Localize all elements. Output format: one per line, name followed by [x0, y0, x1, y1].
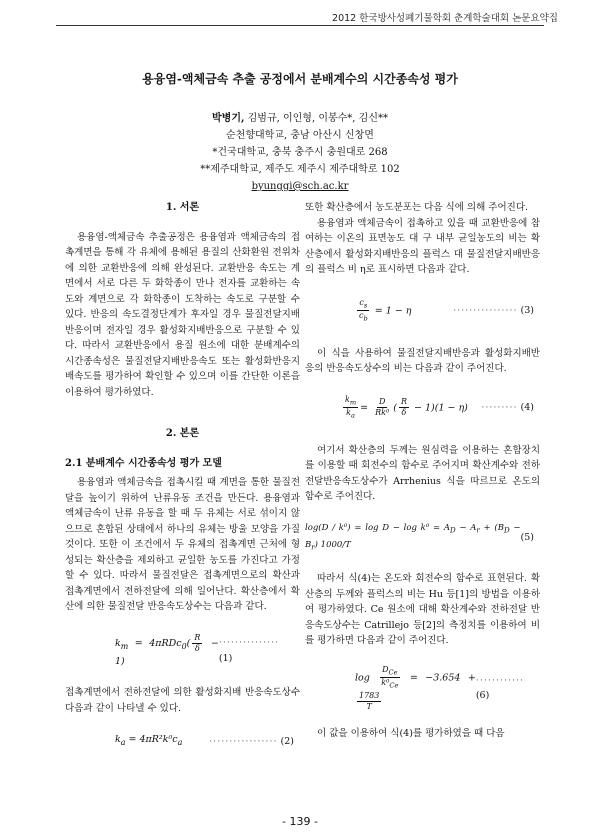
eq4-frac-den: Rk⁰	[375, 408, 390, 418]
eq1-tail: − 1	[115, 637, 219, 667]
equation-4-body: $\frac{k_m}{k_a}$ = $\frac{D}{\text{Rk⁰}}$ ( $\frac{R}{\delta}$ − 1)(1 − η)	[345, 394, 468, 420]
eq5-text: log(D / k⁰) = log D − log k⁰ = A	[305, 522, 450, 533]
eq5-sub2: r	[476, 525, 480, 535]
eq6-frac-den: k⁰	[381, 678, 390, 688]
eq2-rhs: = 4πR²k⁰c	[125, 734, 178, 746]
right-paragraph-2: 용융염과 액체금속이 접촉하고 있을 때 교환반응에 참여하는 이온의 표면농도 대 구 내부 균일농도의 비는 확산층에서 활성화지배반응의 플럭스 대 물질전달지배반응의 플럭스 비 η로 표시하면 다음과 같다.	[305, 217, 540, 275]
author-coauthors: 김범규, 이인형, 이봉수*, 김신**	[244, 113, 388, 124]
eq4-paren-num: R	[400, 397, 407, 407]
eq3-num-sub: s	[363, 301, 368, 310]
eq4-fraction	[373, 397, 391, 418]
eq2-lhs: k	[115, 734, 121, 746]
left-column	[65, 200, 300, 751]
equation-3-number: (3)	[520, 304, 534, 316]
right-paragraph-3: 이 식을 사용하여 물질전달지배반응과 활성화지배반응의 반응속도상수의 비는 다음과 같이 주어진다.	[305, 347, 540, 375]
eq3-rhs: = 1 − η	[371, 305, 412, 317]
eq4-frac-num: D	[378, 397, 386, 407]
equation-3: $\frac{c_s}{c_b}$ = 1 − η ················ (3)	[305, 298, 540, 324]
author-names	[100, 110, 500, 127]
introduction-paragraph: 용융염-액체금속 추출공정은 용융염과 액체금속의 접촉계면을 통해 각 유체에 용해된 용질의 산화환원 전위차에 의한 교환반응에 의해 완성된다. 교환반응 속도는 계면에서 서로 다른 두 화학종이 만나 전자를 교환하는 속도와 계면으로 각 화학종이 도착하는 속도로 구분할 수 있다. 반응의 속도결정단계가 후자일 경우 물질전달지배반응이며 전자일 경우 활성화지배반응으로 구분할 수 있다. 따라서 교환반응에서 용질 원소에 대한 분배계수의 시간종속성은 물질전달지배반응속도 또는 활성화반응지배속도를 평가하여 확인할 수 있으며 이를 간단한 이론을 이용하여 평가하였다.	[65, 231, 300, 398]
paper-title: 용융염-액체금속 추출 공정에서 분배계수의 시간종속성 평가	[142, 72, 458, 86]
eq1-lhs: k	[115, 637, 121, 649]
section-2-heading: 2. 본론	[165, 428, 200, 439]
eq6-frac2-den: T	[366, 701, 372, 711]
eq1-frac-den: δ	[194, 643, 200, 653]
affiliation-1: 순천향대학교, 충남 아산시 신창면	[226, 130, 374, 141]
eq5-tail3: ) 1000/T	[314, 540, 351, 551]
equation-6: log $\frac{D_{Ce}}{k^0_{Ce}}$ = −3.654 + $\frac{1783}{T}$ ············ (6)	[355, 664, 525, 711]
right-paragraph-5: 따라서 식(4)는 온도와 회전수의 함수로 표현된다. 확산층의 두께와 플럭스의 비는 Hu 등[1]의 방법을 이용하여 평가하였다. Ce 원소에 대해 확산계수와 전하전달 반응속도상수는 Catrillejo 등[2]의 측정치를 이용하여 비를 평가하면 다음과 같이 주어진다.	[305, 573, 540, 647]
eq4-paren-den: δ	[401, 408, 407, 418]
eq5-sub1: D	[449, 525, 456, 535]
eq1-lhs-sub: m	[120, 641, 129, 651]
equation-6-body	[355, 665, 476, 712]
equation-4: $\frac{k_m}{k_a}$ = $\frac{D}{\text{Rk⁰}}$ ( $\frac{R}{\delta}$ − 1)(1 − η) ········· (4)	[305, 395, 540, 421]
equation-5-body	[305, 521, 521, 555]
running-header: 2012 한국방사성폐기물학회 춘계학술대회 논문요약집	[332, 13, 558, 24]
equation-6-number: (6)	[475, 690, 490, 702]
right-paragraph-4: 여기서 확산층의 두께는 원심력을 이용하는 혼합장치를 이용할 때 회전수의 함수로 주어지며 확산계수와 전하전달반응속도상수가 Arrhenius 식을 따르므로 온도의 함수로 주어진다.	[305, 444, 540, 503]
affiliation-2: *건국대학교, 충북 충주시 충원대로 268	[212, 147, 388, 158]
eq4-lhs-num: k	[345, 394, 350, 404]
eq5-tail: + (B	[479, 522, 504, 533]
model-paragraph: 용융염과 액체금속을 접촉시킬 때 계면을 통한 물질전달을 높이기 위하여 난류유동 조건을 만든다. 용융염과 액체금속이 난류 유동을 할 때 두 유체는 서로 섞이지 않으므로 혼합된 상태에서 하나의 유체는 방울 모양을 가질 것이다. 또한 이 조건에서 두 유체의 접촉계면 근처에 형성되는 확산층을 제외하고 균일한 농도를 가진다고 가정할 수 있다. 따라서 물질전달은 접촉계면으로의 확산과 접촉계면에서 전하전달에 의해 일어난다. 확산층에서 확산에 의한 물질전달 반응속도상수는 다음과 같다.	[65, 477, 300, 612]
eq6-fraction-2	[357, 691, 381, 712]
eq3-fraction	[357, 298, 370, 324]
author-email[interactable]: byunggi@sch.ac.kr	[251, 181, 349, 192]
author-lead: 박병기,	[212, 113, 245, 124]
eq6-frac-num: D	[382, 664, 389, 674]
eq6-fraction	[379, 665, 400, 691]
equation-1: $k_m = 4\pi RDc_0$( $\frac{R}{\delta}$ − 1) ··············· (1)	[65, 633, 300, 670]
equation-5-number: (5)	[520, 532, 534, 544]
eq6-frac-num-sub: Ce	[388, 668, 398, 677]
equation-2: $k_a = 4\pi R^2k^0c_a$ ················· (2)	[65, 732, 300, 750]
right-column	[305, 200, 540, 741]
eq4-paren-fraction	[399, 397, 409, 418]
eq3-den: c	[359, 311, 364, 321]
eq1-frac-num: R	[194, 632, 201, 642]
eq5-mid: − A	[455, 522, 477, 533]
equation-1-body: $k_m = 4\pi RDc_0$( $\frac{R}{\delta}$ − 1)	[115, 632, 219, 667]
eq3-num: c	[359, 297, 364, 307]
equation-3-body	[355, 298, 412, 324]
eq1-mid: = 4πRDc	[128, 637, 182, 649]
right-paragraph-6: 이 값을 이용하여 식(4)를 평가하였을 때 다음	[317, 727, 505, 739]
page-number: - 139 -	[282, 815, 318, 828]
eq4-lhs-den: k	[346, 408, 352, 418]
section-1-heading: 1. 서론	[165, 202, 200, 213]
eq6-frac-den-sub: Ce	[389, 681, 399, 690]
charge-transfer-paragraph: 접촉계면에서 전하전달에 의한 활성화지배 반응속도상수 다음과 같이 나타낼 수 있다.	[65, 687, 300, 714]
subsection-2-1-heading: 2.1 분배계수 시간종속성 평가 모델	[65, 457, 222, 469]
eq4-lhs-den-sub: a	[351, 411, 355, 420]
eq5-sub4: r	[311, 542, 315, 552]
equation-1-number: (1)	[218, 652, 233, 664]
eq4-lhs-num-sub: m	[349, 398, 357, 407]
equation-5	[305, 521, 540, 555]
eq3-den-sub: b	[363, 314, 368, 323]
eq6-lhs: log	[355, 672, 370, 684]
equation-2-body	[115, 732, 182, 750]
header-rule	[56, 25, 544, 26]
right-paragraph-1: 또한 확산층에서 농도분포는 다음 식에 의해 주어진다.	[305, 202, 529, 213]
eq2-lhs-sub: a	[120, 738, 126, 748]
eq1-fraction	[192, 633, 202, 654]
eq2-rhs-sub: a	[177, 738, 183, 748]
eq1-mid-sub: 0	[181, 641, 187, 651]
eq5-tail2: − B	[305, 522, 521, 551]
eq5-sub3: D	[503, 525, 510, 535]
eq4-tail: − 1)(1 − η)	[410, 402, 468, 414]
eq6-frac2-num: 1783	[359, 690, 380, 700]
eq4-lhs-fraction	[343, 395, 358, 421]
eq6-rhs: = −3.654 +	[402, 672, 476, 684]
author-block	[100, 110, 500, 195]
equation-2-number: (2)	[280, 735, 294, 747]
equation-4-number: (4)	[520, 402, 534, 414]
affiliation-3: **제주대학교, 제주도 제주시 제주대학로 102	[200, 164, 400, 175]
